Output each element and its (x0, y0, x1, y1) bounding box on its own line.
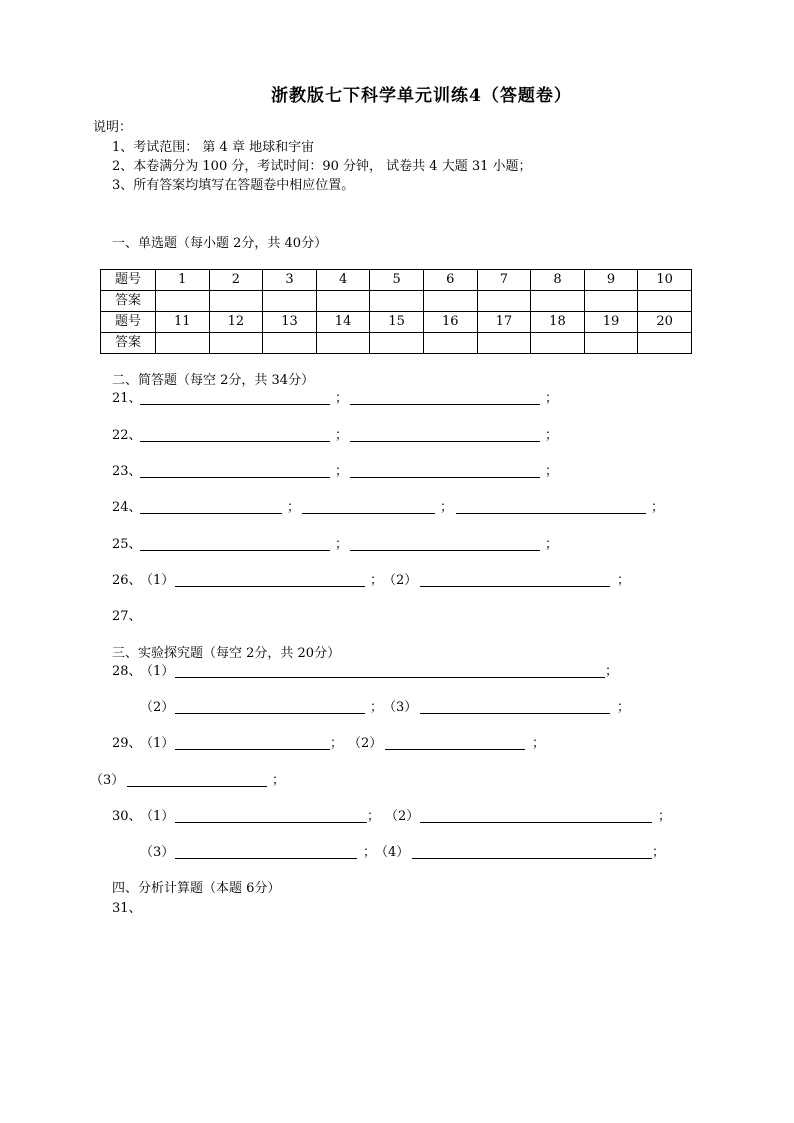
answer-blank[interactable] (350, 463, 540, 478)
answer-blank[interactable] (456, 499, 646, 514)
question-number: 29、 (112, 736, 142, 751)
question-number: 8 (531, 270, 585, 291)
question-number: 16 (423, 312, 477, 333)
part-label: （2） (385, 809, 420, 824)
answer-cell[interactable] (477, 291, 531, 312)
question-number: 4 (316, 270, 370, 291)
question-30 (0, 808, 794, 826)
answer-blank[interactable] (175, 663, 605, 678)
answer-cell[interactable] (638, 333, 692, 354)
question-number: 22、 (112, 428, 142, 443)
answer-blank[interactable] (175, 735, 330, 750)
question-31 (0, 900, 794, 918)
question-29 (0, 735, 794, 753)
semicolon: ； (532, 736, 546, 751)
section-heading: 四、分析计算题（本题 6分） (112, 881, 281, 896)
question-number: 26、 (112, 573, 142, 588)
answer-cell[interactable] (316, 291, 370, 312)
answer-cell[interactable] (370, 291, 424, 312)
answer-cell[interactable] (584, 291, 638, 312)
section-heading: 一、单选题（每小题 2分，共 40分） (112, 236, 328, 251)
answer-blank[interactable] (175, 699, 365, 714)
question-number: 12 (209, 312, 263, 333)
question-number: 7 (477, 270, 531, 291)
semicolon: ； (335, 537, 349, 552)
question-28-line2 (0, 699, 794, 717)
semicolon: ； (330, 736, 344, 751)
question-number: 19 (584, 312, 638, 333)
question-number: 13 (263, 312, 317, 333)
answer-cell[interactable] (263, 333, 317, 354)
part-label: （3） (140, 845, 175, 860)
semicolon: ； (545, 464, 559, 479)
table-row (101, 270, 692, 291)
question-number: 21、 (112, 391, 142, 406)
semicolon: ； (545, 428, 559, 443)
table-row (101, 291, 692, 312)
answer-blank[interactable] (385, 735, 525, 750)
semicolon: ； (617, 573, 631, 588)
answer-blank[interactable] (175, 808, 367, 823)
question-number: 28、 (112, 664, 142, 679)
part-label: （1） (140, 809, 175, 824)
semicolon: ； (617, 700, 631, 715)
question-27 (0, 608, 794, 626)
question-28 (0, 663, 794, 681)
question-number: 25、 (112, 537, 142, 552)
answer-cell[interactable] (209, 333, 263, 354)
answer-cell[interactable] (156, 291, 210, 312)
question-number: 31、 (112, 901, 142, 916)
question-22 (0, 427, 794, 445)
part-label: （1） (140, 573, 175, 588)
semicolon: ； (545, 391, 559, 406)
answer-blank[interactable] (175, 844, 357, 859)
answer-cell[interactable] (477, 333, 531, 354)
answer-blank[interactable] (420, 699, 610, 714)
semicolon: ； (652, 845, 666, 860)
answer-blank[interactable] (420, 572, 610, 587)
semicolon: ； (367, 809, 381, 824)
question-21 (0, 390, 794, 408)
semicolon: ； (335, 464, 349, 479)
answer-blank[interactable] (140, 427, 330, 442)
part-label: （2） (348, 736, 383, 751)
question-number: 9 (584, 270, 638, 291)
table-row (101, 333, 692, 354)
answer-blank[interactable] (350, 427, 540, 442)
question-number: 10 (638, 270, 692, 291)
question-number: 1 (156, 270, 210, 291)
answer-cell[interactable] (209, 291, 263, 312)
semicolon: ； (363, 845, 377, 860)
semicolon: ； (335, 391, 349, 406)
answer-blank[interactable] (127, 772, 267, 787)
table-row (101, 312, 692, 333)
semicolon: ； (605, 664, 619, 679)
answer-cell[interactable] (584, 333, 638, 354)
answer-cell[interactable] (531, 333, 585, 354)
answer-blank[interactable] (140, 463, 330, 478)
question-number: 24、 (112, 500, 142, 515)
question-number: 11 (156, 312, 210, 333)
num-label: 题号 (101, 270, 156, 291)
question-number: 15 (370, 312, 424, 333)
section-heading: 三、实验探究题（每空 2分，共 20分） (112, 646, 341, 661)
question-number: 20 (638, 312, 692, 333)
question-26 (0, 572, 794, 590)
answer-blank[interactable] (350, 390, 540, 405)
semicolon: ； (272, 773, 286, 788)
part-label: （4） (375, 845, 410, 860)
answer-blank[interactable] (302, 499, 435, 514)
semicolon: ； (370, 573, 384, 588)
question-number: 30、 (112, 809, 142, 824)
answer-cell[interactable] (263, 291, 317, 312)
answer-cell[interactable] (638, 291, 692, 312)
semicolon: ； (545, 537, 559, 552)
semicolon: ； (335, 428, 349, 443)
question-30-line2 (0, 844, 794, 862)
question-number: 17 (477, 312, 531, 333)
question-number: 27、 (112, 609, 142, 624)
answer-cell[interactable] (423, 291, 477, 312)
semicolon: ； (440, 500, 454, 515)
semicolon: ； (370, 700, 384, 715)
ans-label: 答案 (101, 333, 156, 354)
answer-blank[interactable] (350, 536, 540, 551)
question-number: 5 (370, 270, 424, 291)
section-heading: 二、简答题（每空 2分，共 34分） (112, 373, 315, 388)
answer-cell[interactable] (370, 333, 424, 354)
answer-blank[interactable] (140, 536, 330, 551)
part-label: （3） (90, 773, 125, 788)
question-number: 2 (209, 270, 263, 291)
question-24 (0, 499, 794, 517)
answer-blank[interactable] (175, 572, 365, 587)
question-25 (0, 536, 794, 554)
answer-blank[interactable] (140, 390, 330, 405)
notes-heading: 说明： (93, 120, 133, 135)
page-title: 浙教版七下科学单元训练4（答题卷） (271, 86, 572, 106)
answer-cell[interactable] (423, 333, 477, 354)
part-label: （2） (140, 700, 175, 715)
num-label: 题号 (101, 312, 156, 333)
question-29-line2 (0, 772, 794, 790)
note-item: 1、考试范围： 第 4 章 地球和宇宙 (112, 140, 315, 155)
ans-label: 答案 (101, 291, 156, 312)
answer-blank[interactable] (420, 808, 652, 823)
note-item: 3、所有答案均填写在答题卷中相应位置。 (112, 178, 355, 193)
question-23 (0, 463, 794, 481)
question-number: 3 (263, 270, 317, 291)
answer-blank[interactable] (140, 499, 282, 514)
semicolon: ； (651, 500, 665, 515)
question-number: 6 (423, 270, 477, 291)
part-label: （3） (383, 700, 418, 715)
question-number: 18 (531, 312, 585, 333)
semicolon: ； (287, 500, 301, 515)
question-number: 14 (316, 312, 370, 333)
answer-blank[interactable] (412, 844, 652, 859)
part-label: （1） (140, 736, 175, 751)
answer-grid (100, 269, 692, 354)
answer-cell[interactable] (531, 291, 585, 312)
answer-cell[interactable] (156, 333, 210, 354)
question-number: 23、 (112, 464, 142, 479)
note-item: 2、本卷满分为 100 分，考试时间：90 分钟， 试卷共 4 大题 31 小题； (112, 159, 532, 174)
part-label: （1） (140, 664, 175, 679)
semicolon: ； (658, 809, 672, 824)
part-label: （2） (383, 573, 418, 588)
answer-cell[interactable] (316, 333, 370, 354)
